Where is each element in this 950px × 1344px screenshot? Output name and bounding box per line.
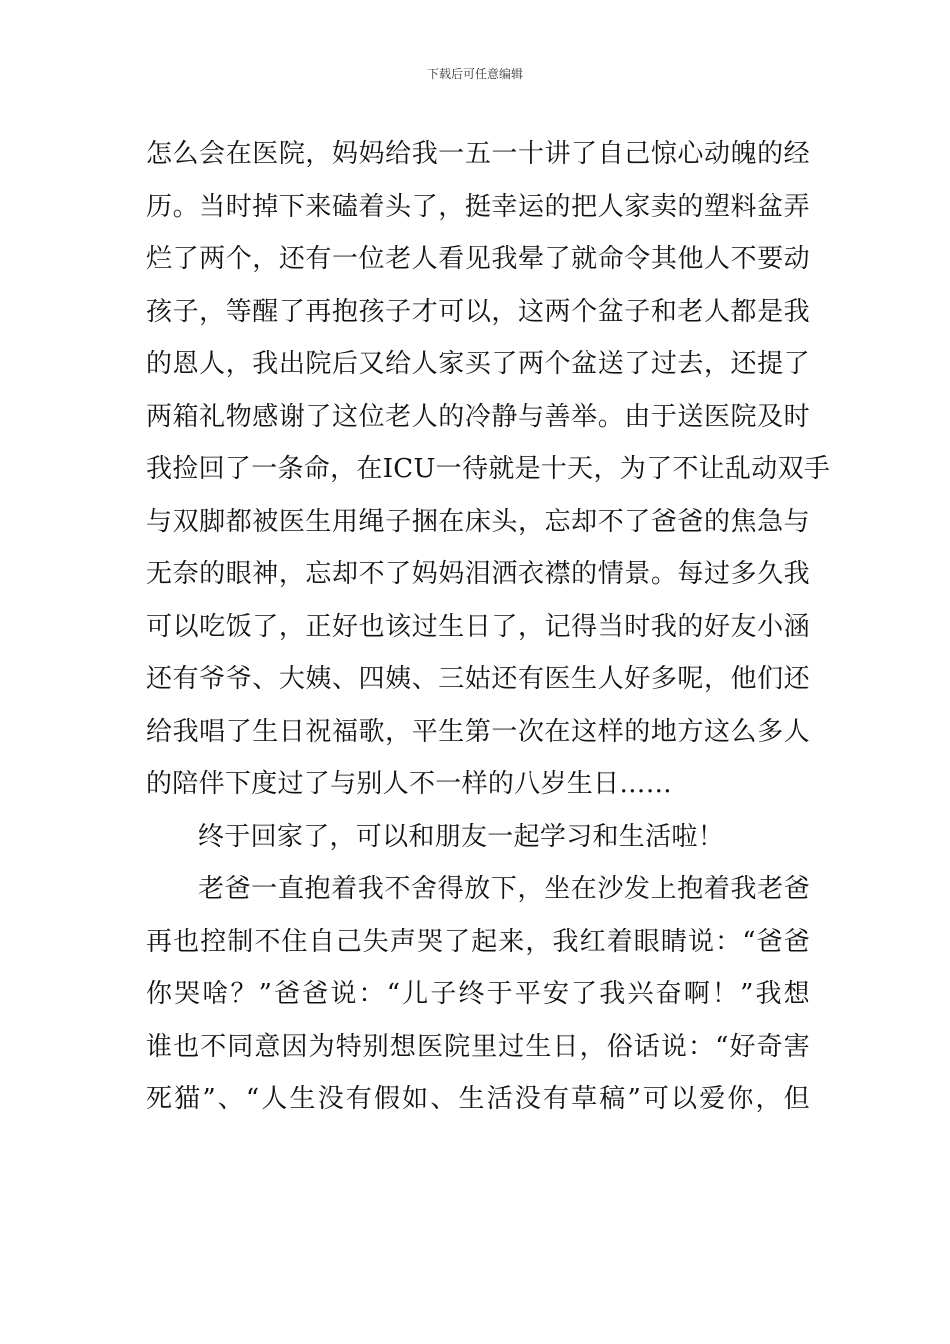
text-line: 我捡回了一条命，在ICU一待就是十天，为了不让乱动双手	[146, 454, 831, 484]
text-line: 还有爷爷、大姨、四姨、三姑还有医生人好多呢，他们还	[146, 664, 810, 694]
text-line: 再也控制不住自己失声哭了起来，我红着眼睛说：“爸爸	[146, 926, 810, 957]
text-line: 你哭啥？”爸爸说：“儿子终于平安了我兴奋啊！”我想	[146, 979, 810, 1009]
text-line: 烂了两个，还有一位老人看见我晕了就命令其他人不要动	[146, 244, 810, 274]
text-line: 给我唱了生日祝福歌，平生第一次在这样的地方这么多人	[146, 716, 810, 747]
text-line: 终于回家了，可以和朋友一起学习和生活啦！	[198, 821, 725, 852]
text-line: 孩子，等醒了再抱孩子才可以，这两个盆子和老人都是我	[146, 296, 810, 327]
text-line: 的恩人，我出院后又给人家买了两个盆送了过去，还提了	[146, 349, 810, 379]
text-line: 无奈的眼神，忘却不了妈妈泪洒衣襟的情景。每过多久我	[146, 559, 810, 589]
text-line: 死猫”、“人生没有假如、生活没有草稿”可以爱你，但	[146, 1084, 810, 1114]
text-line: 的陪伴下度过了与别人不一样的八岁生日……	[146, 769, 673, 799]
text-line: 两箱礼物感谢了这位老人的冷静与善举。由于送医院及时	[146, 401, 810, 432]
text-line: 与双脚都被医生用绳子捆在床头，忘却不了爸爸的焦急与	[146, 506, 810, 537]
page-header: 下载后可任意编辑	[426, 67, 523, 81]
text-line: 老爸一直抱着我不舍得放下，坐在沙发上抱着我老爸	[198, 874, 810, 904]
document-body	[146, 128, 831, 1126]
text-line: 谁也不同意因为特别想医院里过生日，俗话说：“好奇害	[146, 1031, 810, 1062]
text-line: 可以吃饭了，正好也该过生日了，记得当时我的好友小涵	[146, 611, 810, 642]
text-line: 历。当时掉下来磕着头了，挺幸运的把人家卖的塑料盆弄	[146, 191, 810, 222]
text-line: 怎么会在医院，妈妈给我一五一十讲了自己惊心动魄的经	[146, 139, 810, 169]
